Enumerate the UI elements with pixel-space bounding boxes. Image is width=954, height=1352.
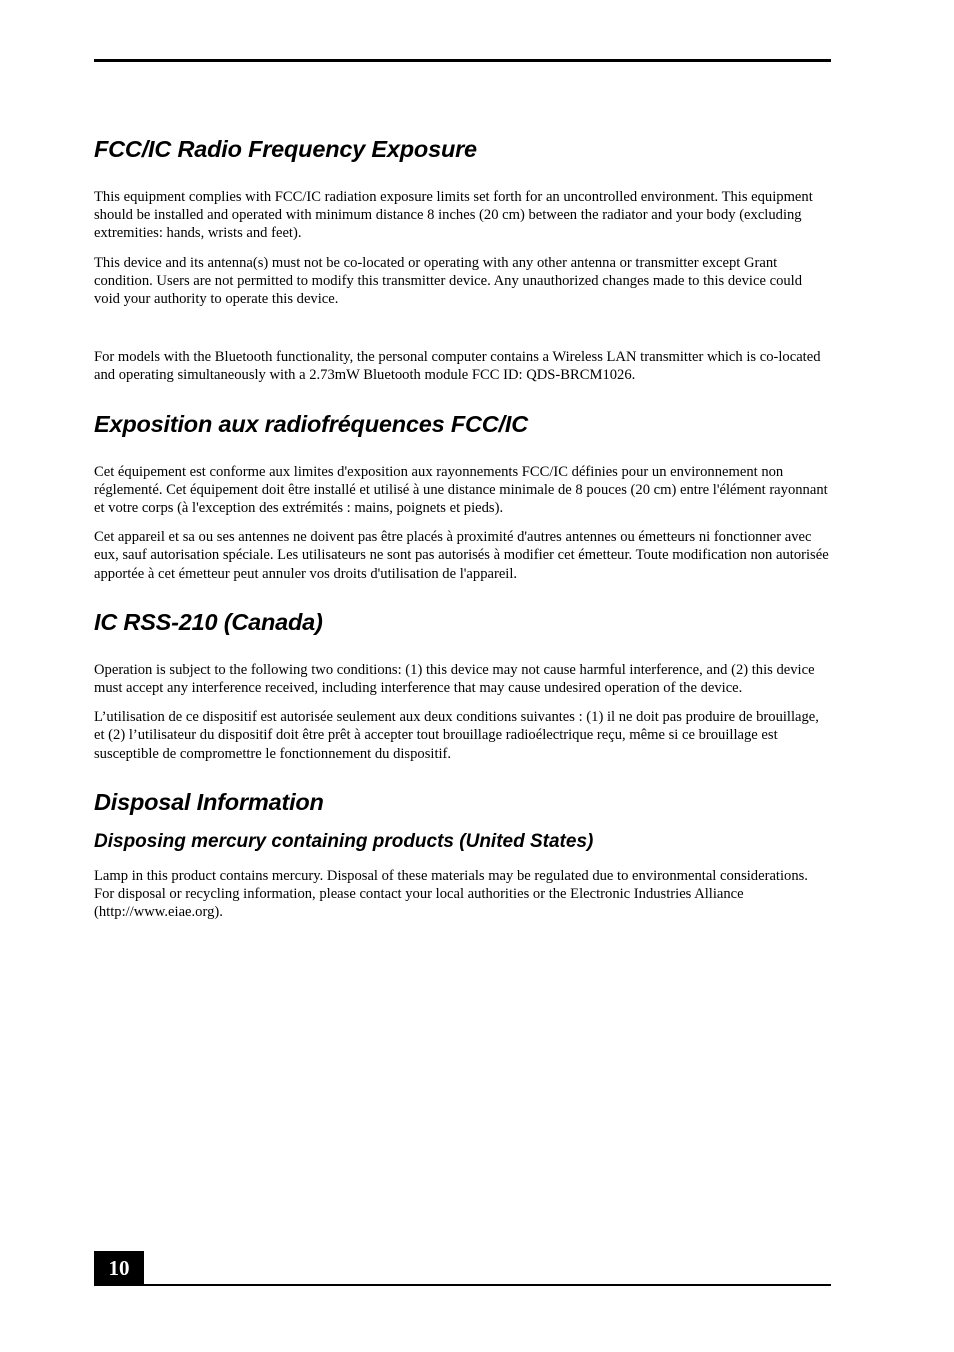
exposition-paragraph-1: Cet équipement est conforme aux limites d'exposition aux rayonnements FCC/IC définies pour un environnement non réglementé. Cet équipement doit être installé et utilisé à une distance minimale de 8 pouces (20 cm) entre l'élément rayonnant et votre corps (à l'exception des extrémités : mains, poignets et pieds). — [94, 463, 828, 517]
heading-fcc-rf-exposure: FCC/IC Radio Frequency Exposure — [94, 136, 477, 162]
page-content — [94, 134, 831, 921]
fcc-rf-paragraph-3: For models with the Bluetooth functionality, the personal computer contains a Wireless LAN transmitter which is co-located and operating simultaneously with a 2.73mW Bluetooth module FCC ID: QDS-BRCM1026. — [94, 349, 821, 384]
fcc-rf-paragraph-1: This equipment complies with FCC/IC radiation exposure limits set forth for an uncontrolled environment. This equipment should be installed and operated with minimum distance 8 inches (20 cm) between the radiator and your body (excluding extremities: hands, wrists and feet). — [94, 189, 813, 242]
bottom-rule — [94, 1284, 831, 1286]
exposition-paragraph-2: Cet appareil et sa ou ses antennes ne doivent pas être placés à proximité d'autres antennes ou émetteurs ni fonctionner avec eux, sauf autorisation spéciale. Les utilisateurs ne sont pas autorisés à modifier cet émetteur. Toute modification non autorisée apportée à cet émetteur peut annuler vos droits d'utilisation de l'appareil. — [94, 529, 829, 582]
ic-rss-paragraph-2: L’utilisation de ce dispositif est autorisée seulement aux deux conditions suivantes : (1) il ne doit pas produire de brouillage, et (2) l’utilisateur du dispositif doit être prêt à accepter tout brouillage radioélectrique reçu, même si ce brouillage est susceptible de compromettre le fonctionnement du dispositif. — [94, 709, 819, 762]
disposal-line-1: Lamp in this product contains mercury. Disposal of these materials may be regulated due to environmental considerations. — [94, 867, 808, 884]
subheading-disposing-mercury: Disposing mercury containing products (United States) — [94, 830, 594, 852]
heading-exposition: Exposition aux radiofréquences FCC/IC — [94, 410, 528, 437]
heading-ic-rss-210: IC RSS-210 (Canada) — [94, 608, 323, 635]
ic-rss-paragraph-1: Operation is subject to the following two conditions: (1) this device may not cause harmful interference, and (2) this device must accept any interference received, including interference that may cause undesired operation of the device. — [94, 661, 815, 697]
fcc-rf-paragraph-2: This device and its antenna(s) must not be co-located or operating with any other antenna or transmitter except Grant condition. Users are not permitted to modify this transmitter device. Any unauthorized changes made to this device could void your authority to operate this device. — [94, 254, 803, 308]
disposal-line-2: For disposal or recycling information, please contact your local authorities or the Electronic Industries Alliance (http://www.eiae.org). — [94, 886, 744, 921]
heading-disposal-information: Disposal Information — [94, 788, 324, 815]
page-number: 10 — [94, 1251, 144, 1286]
top-rule — [94, 59, 831, 62]
